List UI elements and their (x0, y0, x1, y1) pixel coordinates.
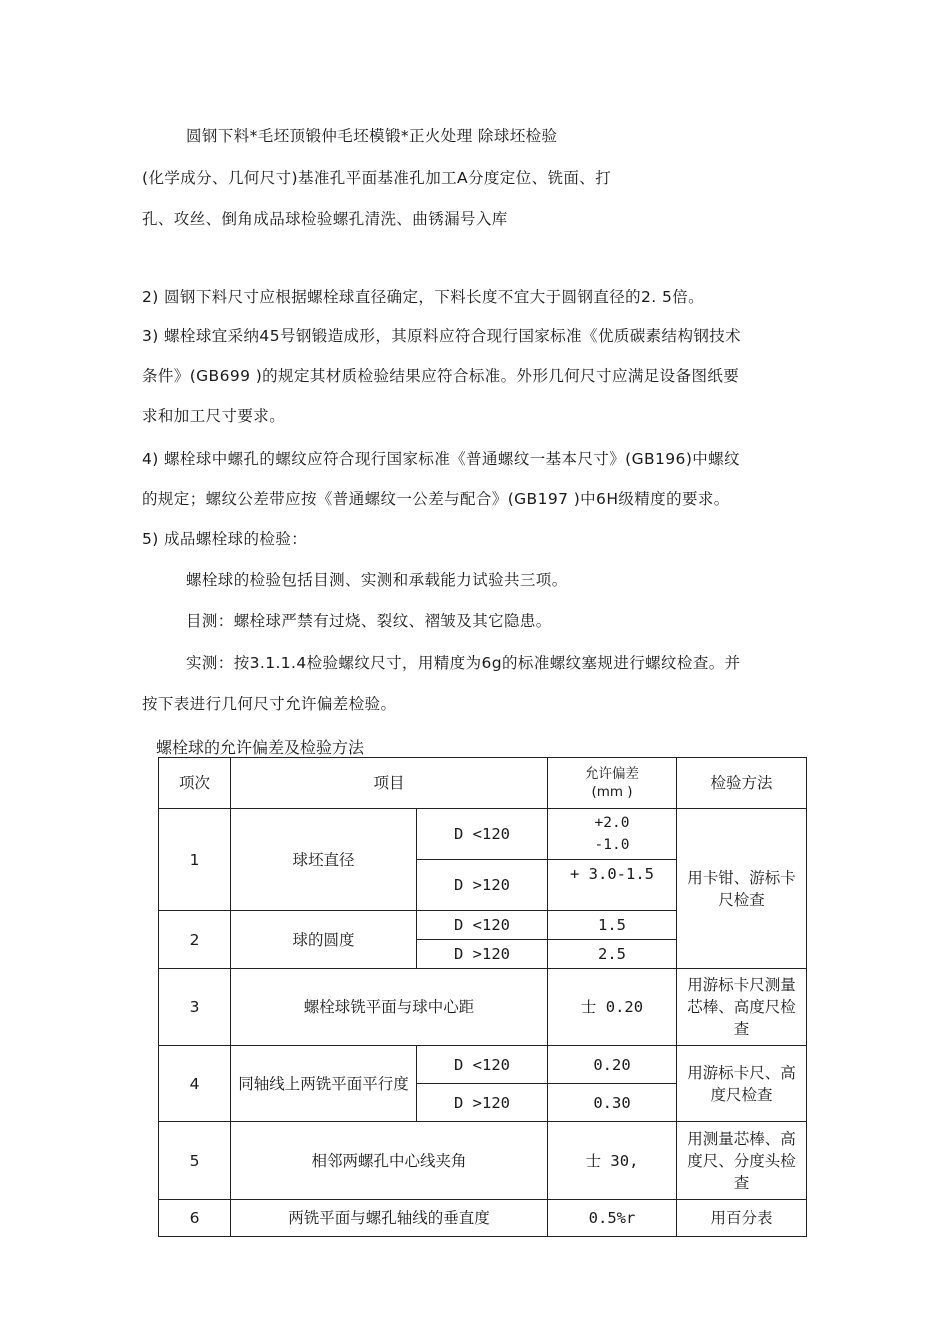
paragraph-item-2: 2) 圆钢下料尺寸应根据螺栓球直径确定，下料长度不宜大于圆钢直径的2. 5倍。 (142, 288, 705, 306)
header-tolerance-unit: (mm ) (591, 784, 633, 800)
table-header-row (159, 758, 807, 809)
table-row (159, 809, 807, 860)
header-no: 项次 (159, 758, 231, 809)
row-1-2-method: 用卡钳、游标卡尺检查 (677, 809, 807, 969)
row-4-tol-b: 0.30 (548, 1084, 677, 1122)
paragraph-item-4-line-2: 的规定；螺纹公差带应按《普通螺纹一公差与配合》(GB197 )中6H级精度的要求。 (142, 490, 730, 508)
row-4-method: 用游标卡尺、高度尺检查 (677, 1046, 807, 1122)
row-1-tol-a-upper: +2.0 (594, 815, 630, 831)
table-row (159, 1122, 807, 1200)
paragraph-item-3-line-2: 条件》(GB699 )的规定其材质检验结果应符合标准。外形几何尺寸应满足设备图纸要 (142, 367, 740, 385)
row-2-item: 球的圆度 (231, 911, 417, 969)
paragraph-visual-check: 目测：螺栓球严禁有过烧、裂纹、褶皱及其它隐患。 (186, 612, 552, 630)
row-4-no: 4 (159, 1046, 231, 1122)
row-3-method: 用游标卡尺测量芯棒、高度尺检查 (677, 969, 807, 1046)
row-5-no: 5 (159, 1122, 231, 1200)
row-2-tol-a: 1.5 (548, 911, 677, 940)
row-2-tol-b: 2.5 (548, 940, 677, 969)
row-1-cond-b: D >120 (417, 860, 548, 911)
header-method: 检验方法 (677, 758, 807, 809)
row-5-tol: 士 30, (548, 1122, 677, 1200)
table-caption: 螺栓球的允许偏差及检验方法 (156, 738, 365, 757)
row-6-item: 两铣平面与螺孔轴线的垂直度 (231, 1200, 548, 1237)
flow-line-1: 圆钢下料*毛坯顶锻仲毛坯模锻*正火处理 除球坯检验 (186, 127, 558, 145)
header-tolerance-label: 允许偏差 (585, 766, 640, 782)
header-item: 项目 (231, 758, 548, 809)
row-1-tol-a (548, 809, 677, 860)
row-1-no: 1 (159, 809, 231, 911)
row-4-cond-b: D >120 (417, 1084, 548, 1122)
row-1-tol-b: + 3.0-1.5 (548, 860, 677, 911)
paragraph-item-3-line-3: 求和加工尺寸要求。 (142, 407, 286, 425)
paragraph-inspect-intro: 螺栓球的检验包括目测、实测和承载能力试验共三项。 (186, 571, 568, 589)
flow-line-3: 孔、攻丝、倒角成品球检验螺孔清洗、曲锈漏号入库 (142, 210, 508, 228)
row-2-cond-a: D <120 (417, 911, 548, 940)
row-5-method: 用测量芯棒、高度尺、分度头检查 (677, 1122, 807, 1200)
tolerance-table (158, 757, 807, 1237)
paragraph-measure-line-2: 按下表进行几何尺寸允许偏差检验。 (142, 695, 397, 713)
row-1-item: 球坯直径 (231, 809, 417, 911)
row-4-cond-a: D <120 (417, 1046, 548, 1084)
row-5-item: 相邻两螺孔中心线夹角 (231, 1122, 548, 1200)
row-2-no: 2 (159, 911, 231, 969)
row-1-cond-a: D <120 (417, 809, 548, 860)
paragraph-measure-line-1: 实测：按3.1.1.4检验螺纹尺寸，用精度为6g的标准螺纹塞规进行螺纹检查。并 (186, 654, 741, 672)
row-3-tol: 士 0.20 (548, 969, 677, 1046)
row-3-item: 螺栓球铣平面与球中心距 (231, 969, 548, 1046)
row-4-tol-a: 0.20 (548, 1046, 677, 1084)
table-row (159, 1200, 807, 1237)
table-row (159, 1046, 807, 1084)
paragraph-item-3-line-1: 3) 螺栓球宜采纳45号钢锻造成形，其原料应符合现行国家标准《优质碳素结构钢技术 (142, 327, 742, 345)
paragraph-item-4-line-1: 4) 螺栓球中螺孔的螺纹应符合现行国家标准《普通螺纹一基本尺寸》(GB196)中螺纹 (142, 450, 740, 468)
row-6-tol: 0.5%r (548, 1200, 677, 1237)
header-tolerance (548, 758, 677, 809)
table-row (159, 969, 807, 1046)
paragraph-item-5: 5) 成品螺栓球的检验： (142, 530, 308, 548)
row-1-tol-a-lower: -1.0 (594, 837, 630, 853)
row-3-no: 3 (159, 969, 231, 1046)
row-6-no: 6 (159, 1200, 231, 1237)
row-4-item: 同轴线上两铣平面平行度 (231, 1046, 417, 1122)
row-2-cond-b: D >120 (417, 940, 548, 969)
row-6-method: 用百分表 (677, 1200, 807, 1237)
flow-line-2: (化学成分、几何尺寸)基准孔平面基准孔加工A分度定位、铣面、打 (142, 169, 612, 187)
